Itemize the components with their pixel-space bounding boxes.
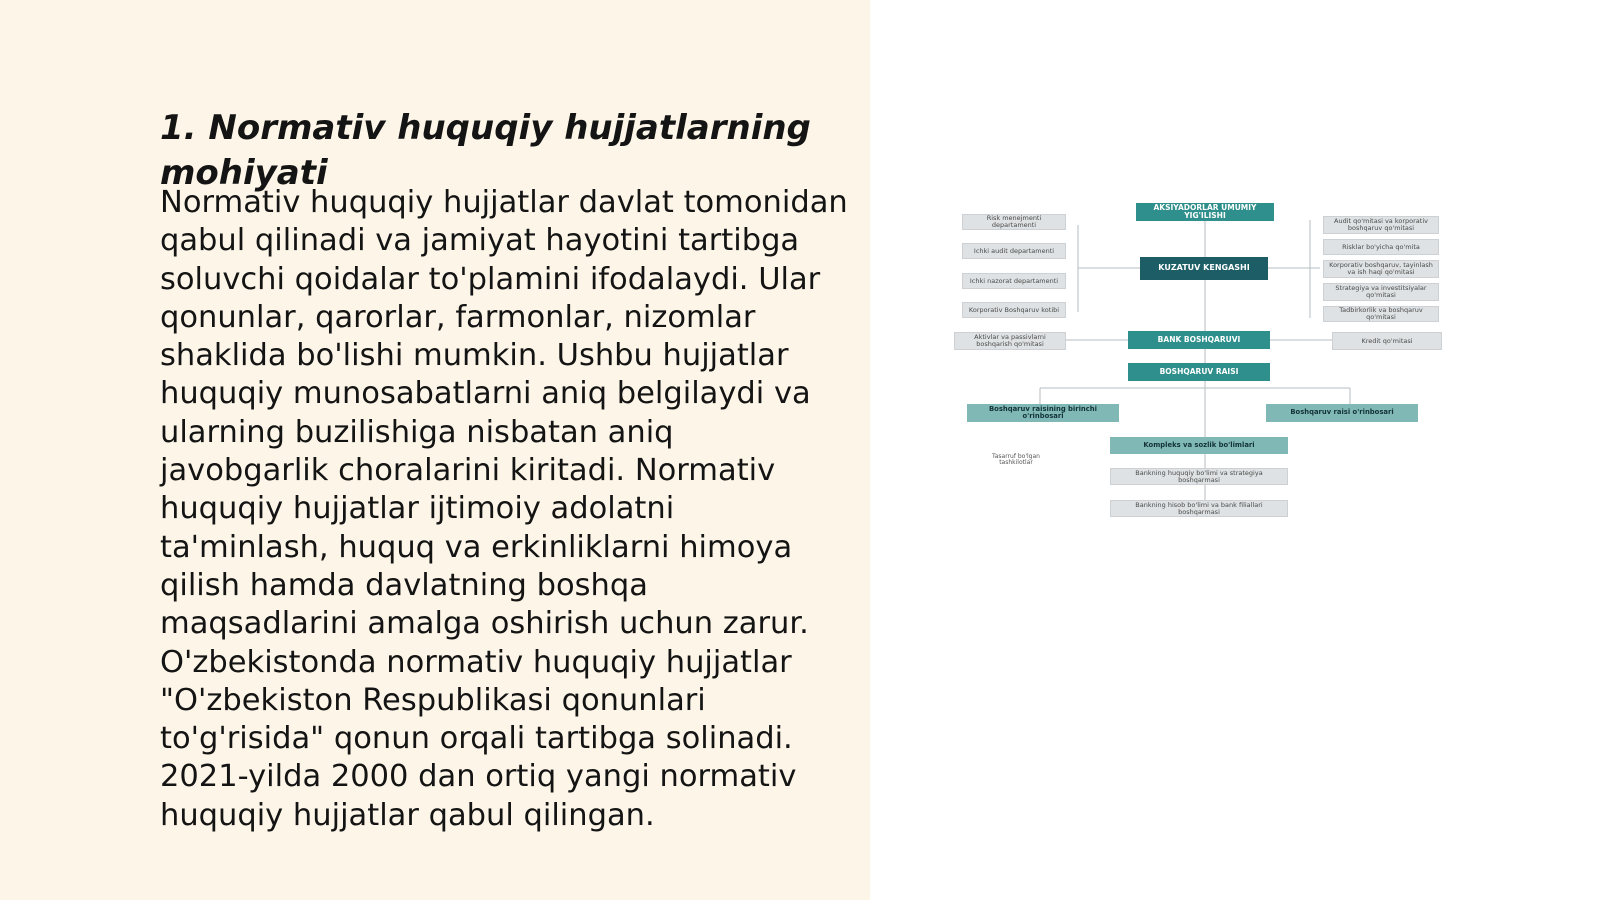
slide-title: 1. Normativ huquqiy hujjatlarning mohiyati [160,108,811,193]
org-box-bank-branches: Bankning hisob bo'limi va bank filiallari boshqarmasi [1110,500,1288,517]
org-box-shareholders: AKSIYADORLAR UMUMIY YIG'ILISHI [1136,203,1274,221]
org-box-supervisory-board: KUZATUV KENGASHI [1140,257,1268,280]
org-chart-image [960,200,1450,530]
org-box-right-item-3: Korporativ boshqaruv, tayinlash va ish haqi qo'mitasi [1323,260,1439,278]
org-box-right-item-4: Strategiya va investitsiyalar qo'mitasi [1323,283,1439,301]
org-box-first-deputy: Boshqaruv raisining birinchi o'rinbosari [967,404,1119,422]
org-box-right-item-5: Tadbirkorlik va boshqaruv qo'mitasi [1323,306,1439,322]
org-box-right-item-2: Risklar bo'yicha qo'mita [1323,239,1439,255]
org-box-left-item-2: Ichki audit departamenti [962,243,1066,259]
org-box-left-item-4: Korporativ Boshqaruv kotibi [962,302,1066,318]
org-box-deputy: Boshqaruv raisi o'rinbosari [1266,404,1418,422]
org-box-bank-legal: Bankning huquqiy bo'limi va strategiya boshqarmasi [1110,468,1288,485]
org-box-right-item-1: Audit qo'mitasi va korporativ boshqaruv qo'mitasi [1323,216,1439,234]
org-box-bank-board: BANK BOSHQARUVI [1128,331,1270,349]
slide-body-text: Normativ huquqiy hujjatlar davlat tomonidan qabul qilinadi va jamiyat hayotini tartibga soluvchi qoidalar to'plamini ifodalaydi. Ular qonunlar, qarorlar, farmonlar, nizomlar shaklida bo'lishi mumkin. Ushbu hujjatlar huquqiy munosabatlarni aniq belgilaydi va ularning buzilishiga nisbatan aniq javobgarlik choralarini kiritadi. Normativ huquqiy hujjatlar ijtimoiy adolatni ta'minlash, huquq va erkinliklarni himoya qilish hamda davlatning boshqa maqsadlarini amalga oshirish uchun zarur. O'zbekistonda normativ huquqiy hujjatlar "O'zbekiston Respublikasi qonunlari to'g'risida" qonun orqali tartibga solinadi. 2021-yilda 2000 dan ortiq yangi normativ huquqiy hujjatlar qabul qilingan. [160,185,848,833]
org-box-subordinate-label: Tasarruf bo'lgan tashkilotlar [992,452,1040,466]
org-box-right-board-item: Kredit qo'mitasi [1332,332,1442,350]
org-box-compliance: Kompleks va sozlik bo'limlari [1110,437,1288,454]
org-box-chairman: BOSHQARUV RAISI [1128,363,1270,381]
org-box-left-item-1: Risk menejmenti departamenti [962,214,1066,230]
org-box-left-board-item: Aktivlar va passivlarni boshqarish qo'mitasi [954,332,1066,350]
org-box-left-item-3: Ichki nazorat departamenti [962,273,1066,289]
